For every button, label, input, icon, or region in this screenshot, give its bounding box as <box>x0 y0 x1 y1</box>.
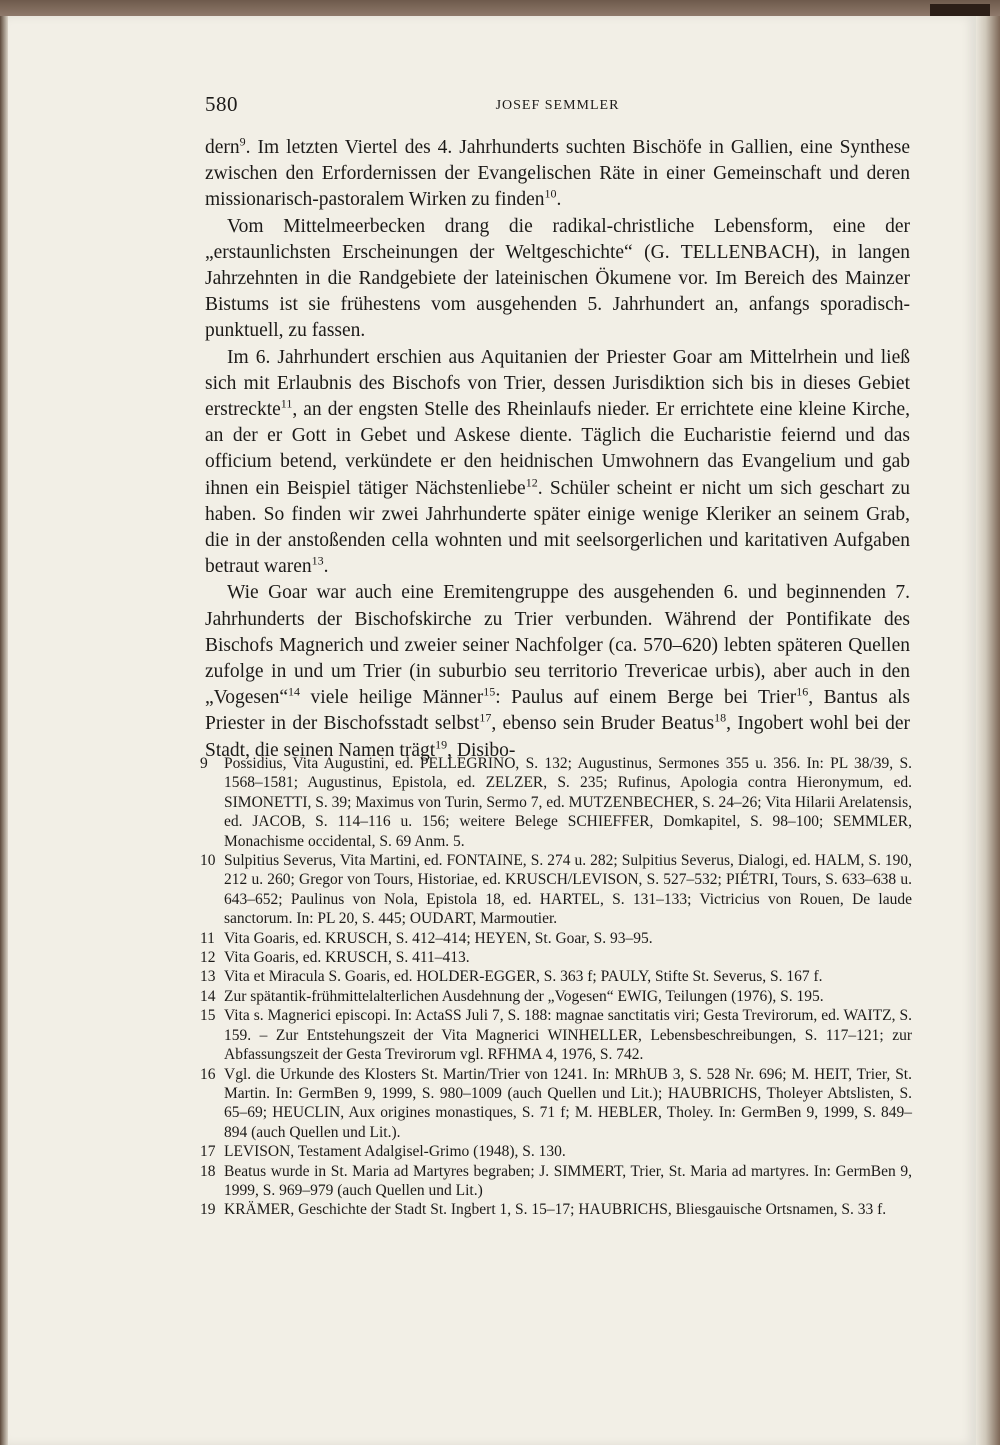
footnote-number: 11 <box>200 929 215 947</box>
footnote-ref: 13 <box>311 553 324 568</box>
footnote-text: Possidius, Vita Augustini, ed. PELLEGRINO, S. 132; Augustinus, Sermones 355 u. 356. In: PL 38/39, S. 1568–1581; Augustinus, Epistola, ed. ZELZER, S. 235; Rufinus, Apologia contra Hieronymum, ed. SIMONETTI, S. 39; Maximus von Turin, Sermo 7, ed. MUTZENBECHER, S. 24–26; Vita Hilarii Arelatensis, ed. JACOB, S. 114–116 u. 156; weitere Belege SCHIEFFER, Domkapitel, S. 98–100; SEMMLER, Monachisme occidental, S. 69 Anm. 5. <box>224 755 912 850</box>
footnote-text: Zur spätantik-frühmittelalterlichen Ausdehnung der „Vogesen“ EWIG, Teilungen (1976), S. 195. <box>224 987 824 1005</box>
footnote-text: Vgl. die Urkunde des Klosters St. Martin/Trier von 1241. In: MRhUB 3, S. 528 Nr. 696; M. HEIT, Trier, St. Martin. In: GermBen 9, 1999, S. 980–1009 (auch Quellen und Lit.); HAUBRICHS, Tholeyer Abtslisten, S. 65–69; HEUCLIN, Aux origines monastiques, S. 71 f; M. HEBLER, Tholey. In: GermBen 9, 1999, S. 849–894 (auch Quellen und Lit.). <box>224 1065 912 1141</box>
footnote-number: 15 <box>200 1007 216 1025</box>
footnote-17 <box>200 1142 912 1161</box>
text-run: . <box>323 556 329 578</box>
footnote-number: 18 <box>200 1162 216 1180</box>
page-number: 580 <box>205 92 238 116</box>
text-run: : Paulus auf einem Berge bei Trier <box>495 687 797 709</box>
paragraph-3 <box>205 345 910 581</box>
footnotes <box>200 754 912 1220</box>
text-run: , Bantus als Priester in der Bischofsstadt selbst <box>205 687 910 735</box>
footnote-number: 13 <box>200 968 216 986</box>
footnote-text: Beatus wurde in St. Maria ad Martyres begraben; J. SIMMERT, Trier, St. Maria ad martyres. In: GermBen 9, 1999, S. 969–979 (auch Quellen und Lit.) <box>224 1162 912 1199</box>
footnote-ref: 14 <box>288 684 301 699</box>
footnote-number: 14 <box>200 987 216 1005</box>
page-right-edge <box>976 16 1000 1445</box>
footnote-number: 16 <box>200 1065 216 1083</box>
text-run: , an der engsten Stelle des Rheinlaufs nieder. Er errichtete eine kleine Kirche, an der er Gott in Gebet und Askese diente. Täglich die Eucharistie feiernd und das officium betend, verkündete er den heidnischen Umwohnern das Evangelium und gab ihnen ein Beispiel tätiger Nächstenliebe <box>205 399 910 499</box>
text-run: viele heilige Männer <box>300 687 484 709</box>
footnote-text: Vita Goaris, ed. KRUSCH, S. 411–413. <box>224 949 470 967</box>
text-run: . Schüler scheint er nicht um sich geschart zu haben. So finden wir zwei Jahrhunderte später einige wenige Kleriker an seinem Grab, die in der anstoßenden cella wohnten und mit seelsorgerlichen und karitativen Aufgaben betraut waren <box>205 477 910 578</box>
footnote-text: Sulpitius Severus, Vita Martini, ed. FONTAINE, S. 274 u. 282; Sulpitius Severus, Dialogi, ed. HALM, S. 190, 212 u. 260; Gregor von Tours, Historiae, ed. KRUSCH/LEVISON, S. 527–532; PIÉTRI, Tours, S. 633–638 u. 643–652; Paulinus von Nola, Epistola 18, ed. HARTEL, S. 131–133; Victricius von Rouen, De laude sanctorum. In: PL 20, S. 445; OUDART, Marmoutier. <box>224 852 912 928</box>
footnote-text: KRÄMER, Geschichte der Stadt St. Ingbert 1, S. 15–17; HAUBRICHS, Bliesgauische Ortsnamen, S. 33 f. <box>224 1201 887 1219</box>
paragraph-4 <box>205 580 910 763</box>
footnote-11 <box>200 929 912 948</box>
footnote-number: 12 <box>200 949 216 967</box>
footnote-15 <box>200 1006 912 1064</box>
text-run: Im 6. Jahrhundert erschien aus Aquitanien der Priester Goar am Mittelrhein und ließ sich mit Erlaubnis des Bischofs von Trier, dessen Jurisdiktion sich bis in dieses Gebiet erstreckte <box>205 346 910 421</box>
footnote-ref: 12 <box>525 475 538 490</box>
text-run: , Ingobert wohl bei der Stadt, die seinen Namen trägt <box>205 713 910 761</box>
footnote-ref: 17 <box>479 710 492 725</box>
text-run: , Disibo- <box>447 739 516 761</box>
paragraph-1 <box>205 135 910 214</box>
footnote-ref: 9 <box>239 134 246 149</box>
footnote-12 <box>200 948 912 967</box>
footnote-number: 10 <box>200 852 216 870</box>
text-run: , ebenso sein Bruder Beatus <box>491 713 715 735</box>
footnote-ref: 15 <box>483 684 496 699</box>
footnote-16 <box>200 1065 912 1143</box>
main-text <box>205 135 910 764</box>
footnote-text: Vita Goaris, ed. KRUSCH, S. 412–414; HEYEN, St. Goar, S. 93–95. <box>224 929 653 947</box>
footnote-number: 17 <box>200 1143 216 1161</box>
paragraph-2: Vom Mittelmeerbecken drang die radikal-christliche Lebensform, eine der „erstaunlichsten Erscheinungen der Weltgeschichte“ (G. TELLENBACH), in langen Jahrzehnten in die Randgebiete der lateinischen Ökumene vor. Im Bereich des Mainzer Bistums ist sie frühestens vom ausgehenden 5. Jahrhundert an, anfangs sporadisch-punktuell, zu fassen. <box>205 215 910 342</box>
footnote-ref: 10 <box>544 186 557 201</box>
footnote-text: Vita s. Magnerici episcopi. In: ActaSS Juli 7, S. 188: magnae sanctitatis viri; Gesta Trevirorum, ed. WAITZ, S. 159. – Zur Entstehungszeit der Vita Magnerici WINHELLER, Lebensbeschreibungen, S. 117–121; zur Abfassungszeit der Gesta Trevirorum vgl. RFHMA 4, 1976, S. 742. <box>224 1007 912 1064</box>
footnote-ref: 19 <box>435 737 448 752</box>
page-left-edge <box>0 16 8 1445</box>
text-run: . <box>556 189 562 211</box>
footnote-18 <box>200 1162 912 1201</box>
footnote-text: LEVISON, Testament Adalgisel-Grimo (1948), S. 130. <box>224 1143 566 1161</box>
footnote-10 <box>200 851 912 929</box>
text-run: dern <box>205 137 240 158</box>
page-header <box>205 92 910 118</box>
footnote-19 <box>200 1200 912 1219</box>
footnote-number: 19 <box>200 1201 216 1219</box>
text-run: Wie Goar war auch eine Eremitengruppe des ausgehenden 6. und beginnenden 7. Jahrhunderts der Bischofskirche zu Trier verbunden. Während der Pontifikate des Bischofs Magnerich und zweier seiner Nachfolger (ca. 570–620) lebten späteren Quellen zufolge in und um Trier (in suburbio seu territorio Trevericae urbis), aber auch in den „Vogesen“ <box>205 582 910 709</box>
footnote-13 <box>200 967 912 986</box>
footnote-9 <box>200 754 912 851</box>
running-head: JOSEF SEMMLER <box>495 98 620 113</box>
footnote-text: Vita et Miracula S. Goaris, ed. HOLDER-EGGER, S. 363 f; PAULY, Stifte St. Severus, S. 167 f. <box>224 968 823 986</box>
footnote-number: 9 <box>200 755 208 772</box>
footnote-ref: 18 <box>714 710 727 725</box>
footnote-ref: 11 <box>280 396 293 411</box>
footnote-ref: 16 <box>796 684 809 699</box>
text-run: . Im letzten Viertel des 4. Jahrhunderts suchten Bischöfe in Gallien, eine Synthese zwischen den Erfordernissen der Evangelischen Räte in einer Gemeinschaft und deren missionarisch-pastoralem Wirken zu finden <box>205 137 910 211</box>
footnote-14 <box>200 987 912 1006</box>
